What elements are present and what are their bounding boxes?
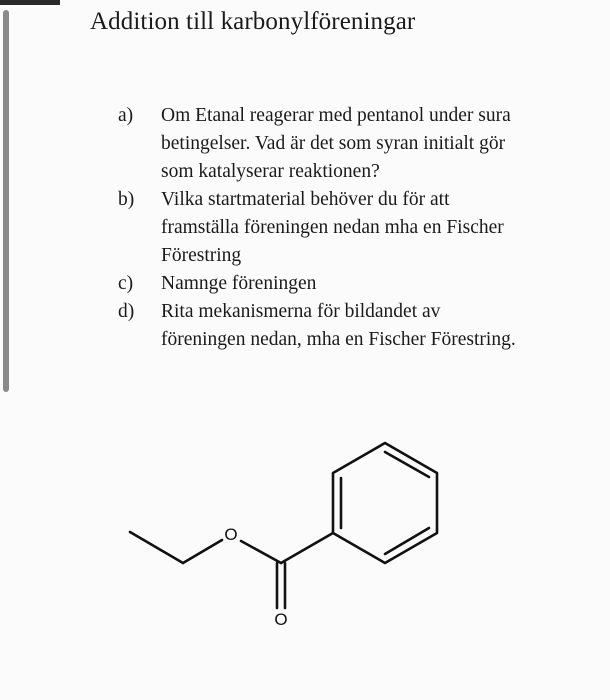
question-text-line: betingelser. Vad är det som syran initialt gör xyxy=(161,133,506,154)
question-b xyxy=(118,186,598,270)
question-d xyxy=(118,298,598,354)
question-list xyxy=(118,102,598,354)
question-label: b) xyxy=(118,189,135,210)
carbonyl-oxygen-label: O xyxy=(274,610,288,629)
question-a xyxy=(118,102,598,186)
ethyl-benzoate-structure xyxy=(120,430,460,640)
top-bar xyxy=(0,0,60,5)
question-label: c) xyxy=(118,273,134,294)
benzene-ring xyxy=(333,443,437,563)
question-text-line: Rita mekanismerna för bildandet av xyxy=(161,301,441,322)
question-text-line: Om Etanal reagerar med pentanol under sura xyxy=(161,105,511,126)
bond-line xyxy=(130,532,183,563)
bond-line xyxy=(281,533,333,563)
question-label: d) xyxy=(118,301,135,322)
question-text-line: Förestring xyxy=(161,245,242,266)
question-text-line: Vilka startmaterial behöver du för att xyxy=(161,189,450,210)
question-c xyxy=(118,270,598,298)
question-label: a) xyxy=(118,105,134,126)
question-text-line: som katalyserar reaktionen? xyxy=(161,161,380,182)
question-text-line: framställa föreningen nedan mha en Fischer xyxy=(161,217,504,238)
page-title: Addition till karbonylföreningar xyxy=(90,8,416,35)
bond-line xyxy=(183,540,222,563)
question-text-line: föreningen nedan, mha en Fischer Förestring. xyxy=(161,329,516,350)
scrollbar[interactable] xyxy=(3,10,9,392)
question-text-line: Namnge föreningen xyxy=(161,273,317,294)
ester-oxygen-label: O xyxy=(224,525,238,544)
bond-line xyxy=(241,541,281,563)
